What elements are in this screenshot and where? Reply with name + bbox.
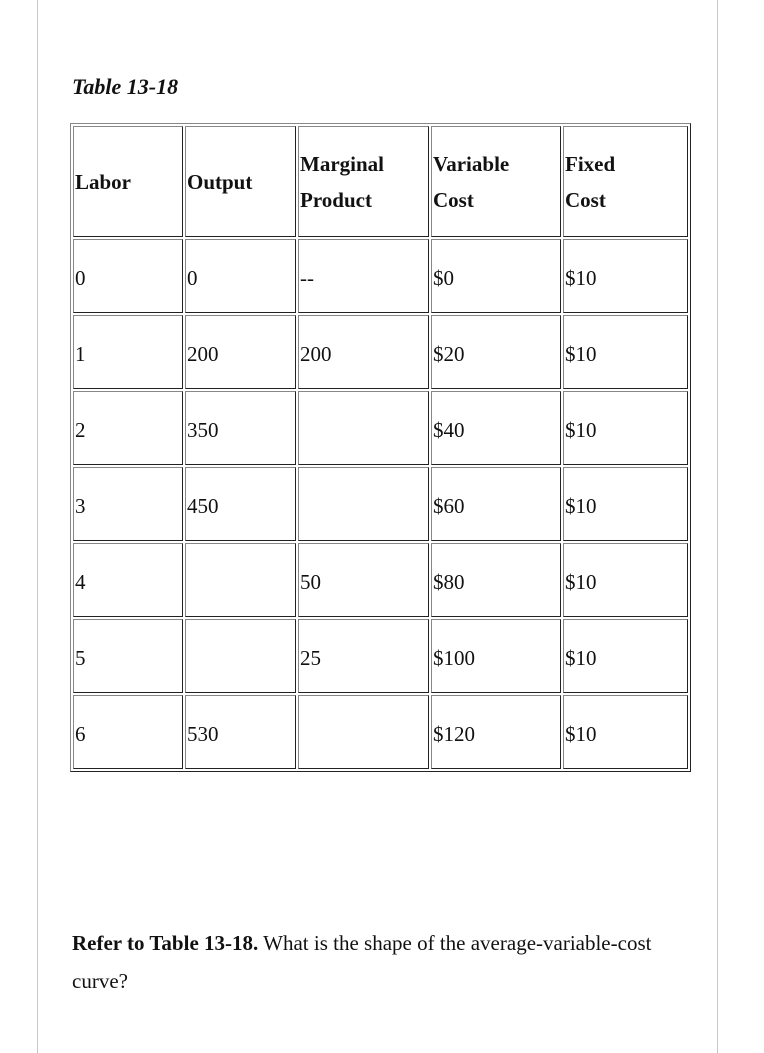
cell-labor: 2 xyxy=(73,391,183,465)
cell-labor: 6 xyxy=(73,695,183,769)
cell-fixed-cost: $10 xyxy=(563,315,688,389)
cell-fixed-cost: $10 xyxy=(563,543,688,617)
cell-labor: 3 xyxy=(73,467,183,541)
cell-fixed-cost: $10 xyxy=(563,695,688,769)
header-variable-cost: Variable Cost xyxy=(431,126,561,237)
table-title: Table 13-18 xyxy=(72,74,179,99)
cell-fixed-cost: $10 xyxy=(563,467,688,541)
header-marginal-product: Marginal Product xyxy=(298,126,429,237)
cell-marginal-product xyxy=(298,695,429,769)
cell-labor: 1 xyxy=(73,315,183,389)
cell-fixed-cost: $10 xyxy=(563,391,688,465)
cell-marginal-product: 50 xyxy=(298,543,429,617)
question-text xyxy=(72,924,672,1000)
header-labor: Labor xyxy=(73,126,183,237)
cell-variable-cost: $0 xyxy=(431,239,561,313)
table-row xyxy=(73,391,688,465)
table-row xyxy=(73,467,688,541)
cell-marginal-product: 200 xyxy=(298,315,429,389)
question-reference: Refer to Table 13-18. xyxy=(72,931,259,955)
data-table xyxy=(70,123,691,772)
cell-output: 0 xyxy=(185,239,296,313)
cell-variable-cost: $40 xyxy=(431,391,561,465)
table-row xyxy=(73,619,688,693)
table-row xyxy=(73,543,688,617)
cell-fixed-cost: $10 xyxy=(563,239,688,313)
cell-variable-cost: $20 xyxy=(431,315,561,389)
cell-variable-cost: $60 xyxy=(431,467,561,541)
cell-marginal-product xyxy=(298,391,429,465)
header-row xyxy=(73,126,688,237)
cell-marginal-product: -- xyxy=(298,239,429,313)
table-row xyxy=(73,315,688,389)
cell-output: 530 xyxy=(185,695,296,769)
cell-fixed-cost: $10 xyxy=(563,619,688,693)
header-fixed-cost: Fixed Cost xyxy=(563,126,688,237)
cell-output: 350 xyxy=(185,391,296,465)
table-row xyxy=(73,239,688,313)
cell-variable-cost: $100 xyxy=(431,619,561,693)
cell-marginal-product xyxy=(298,467,429,541)
cell-output xyxy=(185,543,296,617)
cell-variable-cost: $80 xyxy=(431,543,561,617)
table-row xyxy=(73,695,688,769)
cell-variable-cost: $120 xyxy=(431,695,561,769)
header-output: Output xyxy=(185,126,296,237)
cell-output: 200 xyxy=(185,315,296,389)
cell-labor: 4 xyxy=(73,543,183,617)
question-body: What is the shape of the average-variable-cost curve? xyxy=(72,931,652,993)
cell-output xyxy=(185,619,296,693)
cell-output: 450 xyxy=(185,467,296,541)
cell-labor: 5 xyxy=(73,619,183,693)
cell-labor: 0 xyxy=(73,239,183,313)
cell-marginal-product: 25 xyxy=(298,619,429,693)
